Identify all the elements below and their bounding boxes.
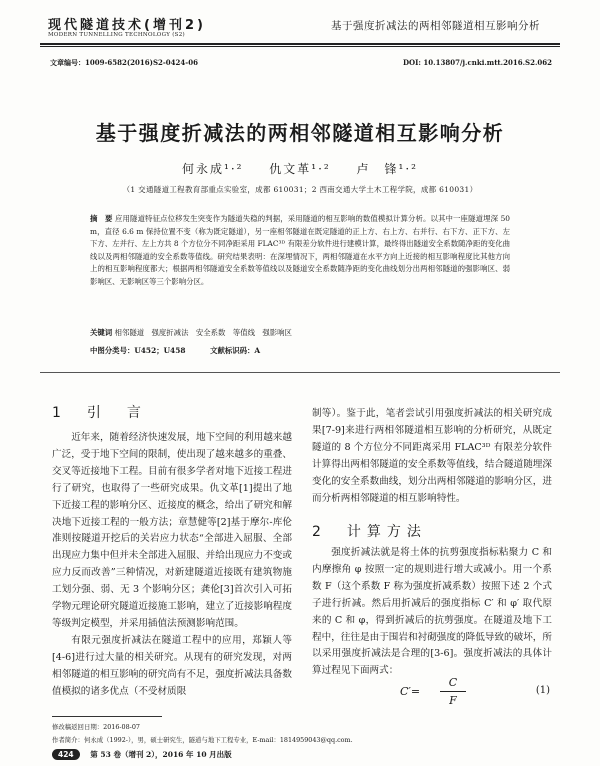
classification-info xyxy=(90,345,510,356)
section-heading-method: 2 计算方法 xyxy=(312,524,427,540)
paragraph: 强度折减法就是将土体的抗剪强度指标粘聚力 C 和内摩擦角 φ 按照一定的规则进行增大或减小。用一个系数 F（这个系数 F 称为强度折减系数）按照下述 2 个式子进行折减。然后用折减后的强度指标 C′ 和 φ′ 取代原来的 C 和 φ，得到折减后的抗剪强度。在隧道及地下工程中，往往是由于围岩和衬砌强度的降低导致的破坏，所以采用强度折减法是合理的[3-6]。强度折减法的具体计算过程见下面两式： xyxy=(312,547,552,677)
author: 何永成¹·² xyxy=(182,162,244,176)
left-column xyxy=(52,430,292,701)
page-number: 424 xyxy=(52,749,80,760)
author: 卢 锋¹·² xyxy=(356,162,418,176)
received-date: 修改稿返回日期：2016-08-07 xyxy=(52,723,140,731)
doc-code: 文献标识码：A xyxy=(210,346,261,355)
equation-denominator: F xyxy=(449,694,457,707)
abstract-text: 应用隧道特征点位移发生突变作为隧道失稳的判据，采用隧道的相互影响的数值模拟计算分析。以其中一座隧道埋深 50 m，直径 6.6 m 保持位置不变（称为既定隧道），另一座相邻隧道在既定隧道的正上方、右上方、右并行、右下方、正下方、左下方、左并行、左上方共 8 个方位分不同净距采用 FLAC³ᴰ 有限差分软件进行建模计算，最终得出隧道安全系数随净距的变化曲线以及两相邻隧道的安全系数等值线。研究结果表明：在深埋情况下，两相邻隧道在水平方向上近接的相互影响程度比其他方向上的相互影响程度都大；根据两相邻隧道安全系数等值线以及隧道安全系数随净距的变化曲线划分出两相邻隧道的强影响区、弱影响区、无影响区等三个影响分区。 xyxy=(90,214,510,286)
journal-title-en: MODERN TUNNELLING TECHNOLOGY (S2) xyxy=(48,32,185,38)
right-column xyxy=(312,406,552,507)
running-head: 基于强度折减法的两相邻隧道相互影响分析 xyxy=(331,20,540,32)
abstract-separator xyxy=(40,372,560,373)
page-footer xyxy=(52,749,232,760)
section-heading-introduction: 1 引 言 xyxy=(52,405,147,421)
equation-numerator: C xyxy=(448,676,458,689)
header-rule-thin xyxy=(40,46,560,47)
journal-title-cn: 现代隧道技术(增刊2) xyxy=(48,18,206,33)
article-number: 文章编号：1009-6582(2016)S2-0424-06 xyxy=(50,58,198,67)
header-rule xyxy=(40,43,560,45)
abstract-label: 摘 要 xyxy=(90,214,113,223)
keywords xyxy=(90,327,510,338)
keywords-label: 关键词 xyxy=(90,328,113,337)
author-bio: 作者简介：何永成（1992-），男，硕士研究生，隧道与地下工程专业，E-mail：1814959043@qq.com. xyxy=(52,736,353,744)
equation-number: (1) xyxy=(535,685,550,696)
keywords-text: 相邻隧道 强度折减法 安全系数 等值线 强影响区 xyxy=(114,328,292,337)
method-body xyxy=(312,545,552,680)
paper-title: 基于强度折减法的两相邻隧道相互影响分析 xyxy=(95,121,505,145)
equation-fraction xyxy=(440,676,466,707)
author: 仇文革¹·² xyxy=(269,162,331,176)
issue-info: 第 53 卷（增刊 2），2016 年 10 月出版 xyxy=(90,750,232,759)
clc-number: 中图分类号：U452；U458 xyxy=(90,346,186,355)
fraction-bar xyxy=(440,691,466,692)
paragraph: 近年来，随着经济快速发展，地下空间的利用越来越广泛，受于地下空间的限制，使出现了越来越多的重叠、交叉等近接地下工程。目前有很多学者对地下近接工程进行了研究，也取得了一些研究成果。仇文革[1]提出了地下近接工程的影响分区、近接度的概念，给出了研究和解决地下近接工程的一般方法；章慧健等[2]基于摩尔-库伦准则按隧道开挖后的关岩应力状态“全部进入屈服、全部出现应力集中但并未全部进入屈服、并给出现应力不变或应力反而改善”三种情况，对新建隧道近接既有建筑物施工划分强、弱、无 3 个影响分区；龚伦[3]首次引入可拓学物元理论研究隧道近接施工影响，建立了近接影响程度等级判定模型，并采用插值法预测影响范围。 xyxy=(52,432,292,629)
paragraph: 有限元强度折减法在隧道工程中的应用，郑颖人等[4-6]进行过大量的相关研究。从现有的研究发现，对两相邻隧道的相互影响的研究尚有不足，强度折减法具备数值模拟的诸多优点（不受材质限 xyxy=(52,634,292,697)
equation-lhs: C′= xyxy=(400,685,421,698)
author-list xyxy=(0,160,600,177)
abstract xyxy=(90,213,510,289)
doi: DOI: 10.13807/j.cnki.mtt.2016.S2.062 xyxy=(402,58,552,67)
affiliation: （1 交通隧道工程教育部重点实验室，成都 610031；2 西南交通大学土木工程学院，成都 610031） xyxy=(122,185,478,194)
equation-1 xyxy=(400,676,550,710)
paragraph: 制等）。鉴于此，笔者尝试引用强度折减法的相关研究成果[7-9]来进行两相邻隧道相互影响的分析研究，从既定隧道的 8 个方位分不同距离采用 FLAC³ᴰ 有限差分软件计算得出两相邻隧道的安全系数等值线，结合隧道随埋深变化的安全系数曲线，划分出两相邻隧道的影响分区，进而分析两相邻隧道的相互影响特性。 xyxy=(312,408,552,504)
footnote-rule xyxy=(52,716,162,717)
